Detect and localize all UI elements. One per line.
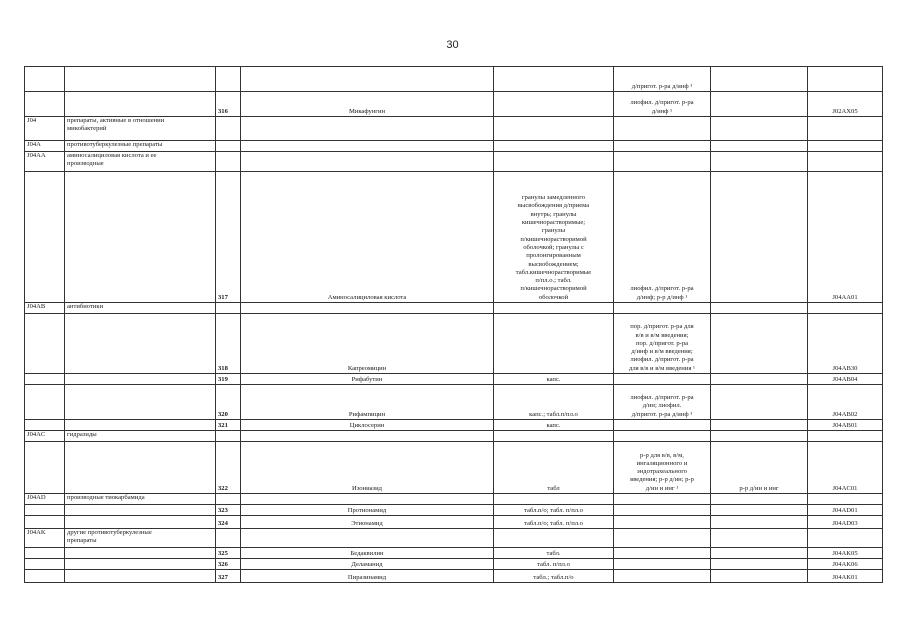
hospital-form-cell-line: ингаляционного и	[636, 459, 688, 467]
dosage-form-cell-line: высвобождением;	[528, 260, 579, 268]
dosage-form-cell-line: п/пл.о.; табл.	[535, 277, 572, 285]
atc-code-cell: J04AB30	[808, 314, 883, 374]
drug-name-cell: Капреомицин	[241, 314, 494, 374]
additional-form-cell	[711, 92, 808, 117]
table-row	[25, 67, 883, 92]
hospital-form-cell	[614, 505, 711, 516]
dosage-form-cell-line: табл.п/о; табл. п/пл.о	[524, 506, 583, 514]
drug-name-cell	[241, 303, 494, 314]
atc-code-cell: J02AX05	[808, 92, 883, 117]
table-body	[25, 67, 883, 583]
dosage-form-cell	[494, 516, 614, 529]
group-name-cell	[65, 420, 216, 431]
dosage-form-cell	[494, 303, 614, 314]
additional-form-cell	[711, 570, 808, 583]
dosage-form-cell	[494, 494, 614, 505]
atc-code-cell	[808, 152, 883, 172]
atc-code-cell: J04AD03	[808, 516, 883, 529]
group-name-cell-line: микобактерий	[67, 125, 107, 133]
item-number-cell: 320	[216, 385, 241, 420]
item-number-cell	[216, 431, 241, 442]
hospital-form-cell	[614, 516, 711, 529]
atc-code-cell: J04AA01	[808, 172, 883, 303]
dosage-form-cell	[494, 420, 614, 431]
drug-name-cell: Микафунгин	[241, 92, 494, 117]
item-number-cell	[216, 67, 241, 92]
atc-code-cell: J04AB02	[808, 385, 883, 420]
dosage-form-cell	[494, 314, 614, 374]
dosage-form-cell-line: оболочкой; гранулы с	[523, 243, 584, 251]
dosage-form-cell-line: капс.	[546, 375, 561, 383]
hospital-form-cell	[614, 559, 711, 570]
atc-group-code-cell	[25, 67, 65, 92]
item-number-cell	[216, 303, 241, 314]
additional-form-cell	[711, 67, 808, 92]
hospital-form-cell-line: лиофил. д/пригот. р-ра	[630, 285, 694, 293]
item-number-cell: 323	[216, 505, 241, 516]
item-number-cell	[216, 494, 241, 505]
dosage-form-cell	[494, 172, 614, 303]
hospital-form-cell-line: лиофил. д/пригот. р-ра	[630, 394, 694, 402]
atc-code-cell: J04AC01	[808, 442, 883, 494]
hospital-form-cell	[614, 420, 711, 431]
hospital-form-cell	[614, 548, 711, 559]
atc-group-code-cell: J04AK	[25, 529, 65, 548]
dosage-form-cell-line: табл. п/пл.о	[537, 560, 570, 568]
item-number-cell: 324	[216, 516, 241, 529]
hospital-form-cell	[614, 314, 711, 374]
hospital-form-cell-line: д/инф ¹	[651, 107, 673, 115]
additional-form-cell	[711, 117, 808, 141]
hospital-form-cell-line: в/в и в/м введения;	[635, 331, 689, 339]
hospital-form-cell	[614, 303, 711, 314]
atc-group-code-cell: J04A	[25, 141, 65, 152]
atc-code-cell: J04AB04	[808, 374, 883, 385]
table-row	[25, 374, 883, 385]
hospital-form-cell-line: д/инф и в/м введения;	[631, 348, 693, 356]
table-row	[25, 494, 883, 505]
atc-group-code-cell	[25, 570, 65, 583]
group-name-cell	[65, 494, 216, 505]
drug-table	[24, 66, 883, 583]
dosage-form-cell-line: гранулы	[541, 227, 566, 235]
group-name-cell	[65, 92, 216, 117]
additional-form-cell	[711, 420, 808, 431]
atc-code-cell: J04AK05	[808, 548, 883, 559]
atc-group-code-cell	[25, 172, 65, 303]
drug-name-cell	[241, 494, 494, 505]
group-name-cell-line: препараты	[67, 537, 97, 545]
dosage-form-cell	[494, 559, 614, 570]
item-number-cell	[216, 152, 241, 172]
table-row	[25, 505, 883, 516]
additional-form-cell	[711, 505, 808, 516]
group-name-cell	[65, 442, 216, 494]
atc-code-cell: J04AD01	[808, 505, 883, 516]
hospital-form-cell-line: лиофил. д/пригот. р-ра	[630, 356, 694, 364]
item-number-cell	[216, 529, 241, 548]
item-number-cell	[216, 117, 241, 141]
drug-name-cell: Этионамид	[241, 516, 494, 529]
item-number-cell: 318	[216, 314, 241, 374]
drug-name-cell: Деламанид	[241, 559, 494, 570]
table-row	[25, 152, 883, 172]
group-name-cell	[65, 505, 216, 516]
dosage-form-cell-line: капс.; табл.п/пл.о	[529, 410, 578, 418]
hospital-form-cell-line: эндотрахеального	[636, 468, 688, 476]
hospital-form-cell	[614, 494, 711, 505]
item-number-cell: 322	[216, 442, 241, 494]
table-row	[25, 442, 883, 494]
drug-name-cell: Аминосалициловая кислота	[241, 172, 494, 303]
atc-code-cell	[808, 529, 883, 548]
dosage-form-cell-line: высвобождения д/приема	[517, 202, 590, 210]
additional-form-cell	[711, 303, 808, 314]
drug-name-cell: Рифампицин	[241, 385, 494, 420]
additional-form-cell	[711, 314, 808, 374]
dosage-form-cell-line: капс.	[546, 421, 561, 429]
dosage-form-cell-line: п/кишечнорастворимой	[520, 235, 587, 243]
dosage-form-cell-line: п/кишечнорастворимой	[520, 285, 587, 293]
atc-code-cell: J04AK06	[808, 559, 883, 570]
additional-form-cell	[711, 374, 808, 385]
item-number-cell: 317	[216, 172, 241, 303]
atc-group-code-cell	[25, 442, 65, 494]
drug-name-cell: Пиразинамид	[241, 570, 494, 583]
group-name-cell	[65, 152, 216, 172]
drug-name-cell: Бедаквилин	[241, 548, 494, 559]
hospital-form-cell	[614, 374, 711, 385]
page-number: 30	[446, 39, 459, 51]
drug-name-cell	[241, 152, 494, 172]
item-number-cell: 325	[216, 548, 241, 559]
drug-name-cell	[241, 141, 494, 152]
dosage-form-cell-line: пролонгированным	[526, 252, 581, 260]
table-row	[25, 385, 883, 420]
hospital-form-cell-line: для в/в и в/м введения ¹	[628, 364, 695, 372]
group-name-cell	[65, 559, 216, 570]
table-row	[25, 548, 883, 559]
dosage-form-cell-line: внутрь; гранулы	[530, 210, 577, 218]
table-row	[25, 172, 883, 303]
group-name-cell-line: аминосалициловая кислота и ее	[67, 152, 157, 159]
group-name-cell	[65, 548, 216, 559]
group-name-cell	[65, 529, 216, 548]
atc-group-code-cell	[25, 374, 65, 385]
dosage-form-cell-line: табл.п/о; табл. п/пл.о	[524, 519, 583, 527]
table-row	[25, 314, 883, 374]
item-number-cell: 321	[216, 420, 241, 431]
additional-form-cell	[711, 494, 808, 505]
additional-form-cell	[711, 516, 808, 529]
additional-form-cell	[711, 559, 808, 570]
atc-group-code-cell: J04AC	[25, 431, 65, 442]
dosage-form-cell	[494, 570, 614, 583]
additional-form-cell	[711, 431, 808, 442]
table-row	[25, 529, 883, 548]
group-name-cell-line: противотуберкулезные препараты	[67, 141, 163, 148]
hospital-form-cell	[614, 431, 711, 442]
hospital-form-cell-line: р-р для в/в, в/м,	[640, 451, 684, 459]
drug-name-cell	[241, 67, 494, 92]
hospital-form-cell-line: д/пригот. р-ра д/инф ¹	[631, 82, 693, 90]
hospital-form-cell	[614, 442, 711, 494]
dosage-form-cell-line: табл.; табл.п/о	[533, 573, 574, 581]
hospital-form-cell-line: пор. д/пригот. р-ра	[635, 339, 689, 347]
atc-group-code-cell	[25, 559, 65, 570]
hospital-form-cell-line: д/пригот. р-ра д/инф ¹	[631, 410, 693, 418]
dosage-form-cell	[494, 442, 614, 494]
hospital-form-cell	[614, 570, 711, 583]
atc-code-cell	[808, 494, 883, 505]
group-name-cell	[65, 374, 216, 385]
group-name-cell-line: антибиотики	[67, 303, 104, 310]
hospital-form-cell	[614, 117, 711, 141]
group-name-cell-line: препараты, активные в отношении	[67, 117, 165, 124]
atc-code-cell	[808, 67, 883, 92]
additional-form-cell: р-р д/ин и инг	[711, 442, 808, 494]
dosage-form-cell-line: табл.кишечнорастворимые	[515, 268, 592, 276]
table-row	[25, 117, 883, 141]
group-name-cell-line: производные тиокарбамида	[67, 494, 145, 501]
table-row	[25, 516, 883, 529]
atc-group-code-cell	[25, 92, 65, 117]
group-name-cell	[65, 314, 216, 374]
dosage-form-cell-line: оболочкой	[538, 293, 569, 301]
dosage-form-cell	[494, 431, 614, 442]
dosage-form-cell-line: гранулы замедленного	[521, 194, 586, 202]
atc-group-code-cell	[25, 420, 65, 431]
additional-form-cell	[711, 548, 808, 559]
drug-name-cell: Протионамид	[241, 505, 494, 516]
table-row	[25, 141, 883, 152]
atc-code-cell: J04AK01	[808, 570, 883, 583]
dosage-form-cell	[494, 67, 614, 92]
table-row	[25, 559, 883, 570]
hospital-form-cell-line: лиофил. д/пригот. р-ра	[630, 99, 694, 107]
item-number-cell: 327	[216, 570, 241, 583]
atc-group-code-cell	[25, 516, 65, 529]
group-name-cell	[65, 385, 216, 420]
hospital-form-cell	[614, 529, 711, 548]
atc-code-cell: J04AB01	[808, 420, 883, 431]
table-row	[25, 420, 883, 431]
hospital-form-cell	[614, 172, 711, 303]
group-name-cell	[65, 67, 216, 92]
atc-group-code-cell: J04	[25, 117, 65, 141]
atc-code-cell	[808, 117, 883, 141]
drug-name-cell	[241, 431, 494, 442]
atc-group-code-cell	[25, 385, 65, 420]
additional-form-cell	[711, 385, 808, 420]
group-name-cell	[65, 141, 216, 152]
atc-code-cell	[808, 303, 883, 314]
atc-group-code-cell: J04AA	[25, 152, 65, 172]
hospital-form-cell-line: пор. д/пригот. р-ра для	[630, 323, 694, 331]
table-row	[25, 92, 883, 117]
atc-code-cell	[808, 431, 883, 442]
dosage-form-cell-line: табл	[547, 484, 560, 492]
group-name-cell-line: производные	[67, 160, 104, 168]
item-number-cell	[216, 141, 241, 152]
table-row	[25, 431, 883, 442]
item-number-cell: 326	[216, 559, 241, 570]
table-row	[25, 570, 883, 583]
drug-name-cell	[241, 529, 494, 548]
dosage-form-cell-line: кишечнорастворимые;	[521, 219, 586, 227]
group-name-cell-line: гидразиды	[67, 431, 97, 438]
additional-form-cell	[711, 141, 808, 152]
atc-group-code-cell: J04AD	[25, 494, 65, 505]
hospital-form-cell	[614, 141, 711, 152]
group-name-cell	[65, 172, 216, 303]
additional-form-cell	[711, 172, 808, 303]
hospital-form-cell	[614, 67, 711, 92]
dosage-form-cell-line: табл.	[546, 549, 561, 557]
dosage-form-cell	[494, 505, 614, 516]
item-number-cell: 316	[216, 92, 241, 117]
group-name-cell	[65, 516, 216, 529]
dosage-form-cell	[494, 385, 614, 420]
dosage-form-cell	[494, 152, 614, 172]
hospital-form-cell-line: д/инф; р-р д/инф ¹	[636, 293, 688, 301]
drug-name-cell	[241, 117, 494, 141]
atc-group-code-cell: J04AB	[25, 303, 65, 314]
drug-name-cell: Циклосерин	[241, 420, 494, 431]
dosage-form-cell	[494, 92, 614, 117]
item-number-cell: 319	[216, 374, 241, 385]
dosage-form-cell	[494, 117, 614, 141]
atc-group-code-cell	[25, 314, 65, 374]
hospital-form-cell	[614, 385, 711, 420]
dosage-form-cell	[494, 529, 614, 548]
dosage-form-cell	[494, 374, 614, 385]
table-row	[25, 303, 883, 314]
hospital-form-cell-line: д/ин; лиофил.	[642, 402, 682, 410]
group-name-cell-line: другие противотуберкулезные	[67, 529, 152, 536]
group-name-cell	[65, 117, 216, 141]
additional-form-cell	[711, 529, 808, 548]
drug-name-cell: Изониазид	[241, 442, 494, 494]
hospital-form-cell-line: введения; р-р д/ин; р-р	[630, 476, 694, 484]
atc-group-code-cell	[25, 505, 65, 516]
group-name-cell	[65, 431, 216, 442]
dosage-form-cell	[494, 141, 614, 152]
hospital-form-cell	[614, 92, 711, 117]
hospital-form-cell	[614, 152, 711, 172]
atc-group-code-cell	[25, 548, 65, 559]
drug-name-cell: Рифабутин	[241, 374, 494, 385]
hospital-form-cell-line: д/ин и инг ¹	[645, 484, 679, 492]
atc-code-cell	[808, 141, 883, 152]
group-name-cell	[65, 303, 216, 314]
dosage-form-cell	[494, 548, 614, 559]
additional-form-cell	[711, 152, 808, 172]
group-name-cell	[65, 570, 216, 583]
